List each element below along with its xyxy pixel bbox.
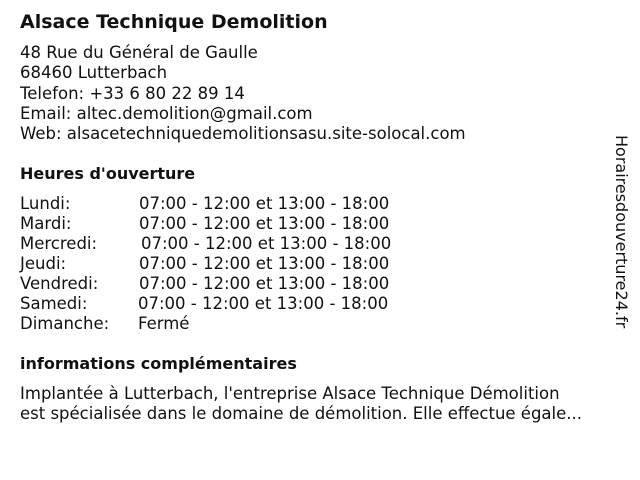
- time-value: 07:00 - 12:00 et 13:00 - 18:00: [139, 274, 390, 293]
- day-label: Dimanche:: [20, 314, 110, 333]
- business-title: Alsace Technique Demolition: [20, 11, 328, 33]
- day-label: Samedi:: [20, 294, 88, 313]
- email-line: Email: altec.demolition@gmail.com: [20, 104, 313, 123]
- time-value: 07:00 - 12:00 et 13:00 - 18:00: [138, 294, 389, 313]
- address-street: 48 Rue du Général de Gaulle: [20, 43, 258, 62]
- hours-row-mercredi: [20, 234, 440, 254]
- info-description-line-1: Implantée à Lutterbach, l'entreprise Alsace Technique Démolition: [20, 384, 560, 403]
- time-value: 07:00 - 12:00 et 13:00 - 18:00: [139, 214, 390, 233]
- address-city: 68460 Lutterbach: [20, 63, 168, 82]
- time-value: Fermé: [138, 314, 190, 333]
- day-label: Jeudi:: [20, 254, 67, 273]
- hours-row-samedi: [20, 294, 440, 314]
- day-label: Vendredi:: [20, 274, 99, 293]
- day-label: Lundi:: [20, 194, 71, 213]
- day-label: Mercredi:: [20, 234, 98, 253]
- hours-row-vendredi: [20, 274, 440, 294]
- hours-heading: Heures d'ouverture: [20, 164, 196, 183]
- day-label: Mardi:: [20, 214, 72, 233]
- time-value: 07:00 - 12:00 et 13:00 - 18:00: [139, 254, 390, 273]
- hours-row-jeudi: [20, 254, 440, 274]
- hours-row-mardi: [20, 214, 440, 234]
- time-value: 07:00 - 12:00 et 13:00 - 18:00: [141, 234, 392, 253]
- hours-row-dimanche: [20, 314, 440, 334]
- time-value: 07:00 - 12:00 et 13:00 - 18:00: [139, 194, 390, 213]
- site-watermark: Horairesdouverture24.fr: [612, 135, 631, 329]
- info-heading: informations complémentaires: [20, 354, 297, 373]
- web-line: Web: alsacetechniquedemolitionsasu.site-solocal.com: [20, 124, 466, 143]
- info-description-line-2: est spécialisée dans le domaine de démolition. Elle effectue égale...: [20, 404, 583, 423]
- hours-row-lundi: [20, 194, 440, 214]
- phone-line: Telefon: +33 6 80 22 89 14: [20, 84, 245, 103]
